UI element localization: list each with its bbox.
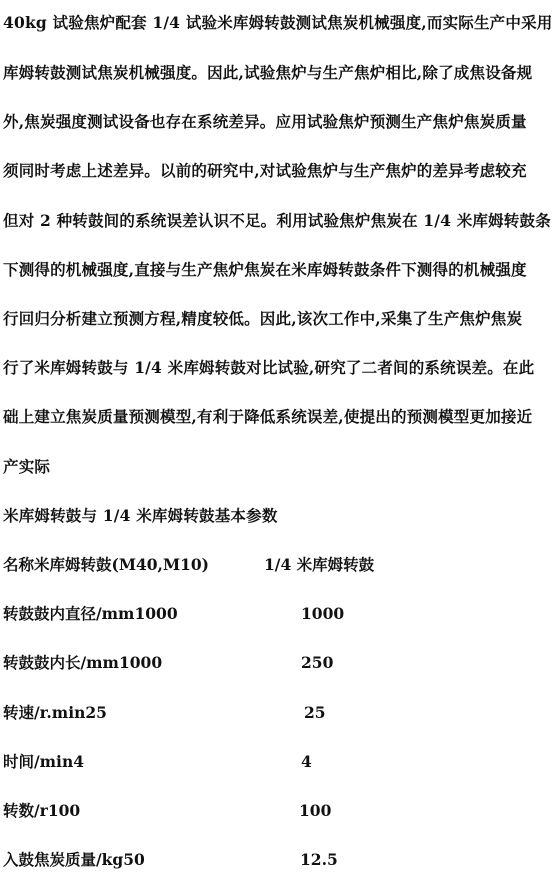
table-row-label: 时间/min4 bbox=[3, 752, 85, 771]
table-row-label: 转数/r100 bbox=[3, 801, 81, 820]
table-row bbox=[3, 604, 543, 624]
table-row-value: 25 bbox=[304, 703, 326, 722]
paragraph-line-5: 但对 2 种转鼓间的系统误差认识不足。利用试验焦炉焦炭在 1/4 米库姆转鼓条 bbox=[3, 211, 551, 230]
table-row-value: 250 bbox=[301, 653, 334, 672]
paragraph-line-2: 库姆转鼓测试焦炭机械强度。因此,试验焦炉与生产焦炉相比,除了成焦设备规 bbox=[3, 63, 533, 82]
paragraph-line-4: 须同时考虑上述差异。以前的研究中,对试验焦炉与生产焦炉的差异考虑较充 bbox=[3, 161, 527, 180]
table-row-label: 转鼓鼓内长/mm1000 bbox=[3, 653, 163, 672]
table-row bbox=[3, 653, 543, 673]
table-row bbox=[3, 752, 543, 772]
table-row-label: 入鼓焦炭质量/kg50 bbox=[3, 850, 145, 869]
table-row-value: 1000 bbox=[301, 604, 345, 623]
table-row bbox=[3, 703, 543, 723]
paragraph-line-10: 产实际 bbox=[3, 457, 51, 476]
paragraph-line-7: 行回归分析建立预测方程,精度较低。因此,该次工作中,采集了生产焦炉焦炭 bbox=[3, 309, 523, 328]
paragraph-line-6: 下测得的机械强度,直接与生产焦炉焦炭在米库姆转鼓条件下测得的机械强度 bbox=[3, 260, 527, 279]
table-header-label: 名称米库姆转鼓(M40,M10) bbox=[3, 555, 210, 574]
table-row-label: 转鼓鼓内直径/mm1000 bbox=[3, 604, 178, 623]
table-row-value: 100 bbox=[299, 801, 332, 820]
table-row bbox=[3, 801, 543, 821]
table-header-value: 1/4 米库姆转鼓 bbox=[264, 555, 375, 574]
paragraph-line-8: 行了米库姆转鼓与 1/4 米库姆转鼓对比试验,研究了二者间的系统误差。在此 bbox=[3, 358, 535, 377]
table-row-label: 转速/r.min25 bbox=[3, 703, 107, 722]
table-header-row bbox=[3, 555, 543, 575]
paragraph-line-9: 础上建立焦炭质量预测模型,有利于降低系统误差,使提出的预测模型更加接近 bbox=[3, 407, 533, 426]
paragraph-line-1: 40kg 试验焦炉配套 1/4 试验米库姆转鼓测试焦炭机械强度,而实际生产中采用 bbox=[3, 13, 553, 32]
paragraph-line-3: 外,焦炭强度测试设备也存在系统差异。应用试验焦炉预测生产焦炉焦炭质量 bbox=[3, 112, 527, 131]
table-row bbox=[3, 850, 543, 870]
table-row-value: 12.5 bbox=[300, 850, 338, 869]
table-row-value: 4 bbox=[301, 752, 312, 771]
table-title: 米库姆转鼓与 1/4 米库姆转鼓基本参数 bbox=[3, 506, 278, 525]
